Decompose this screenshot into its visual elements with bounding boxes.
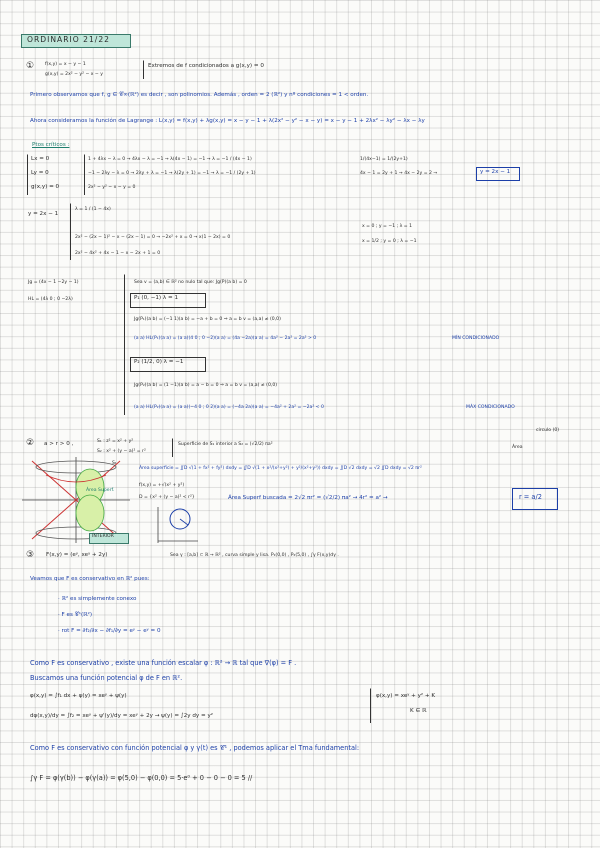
sketch-label-interior: INTERIOR [92, 534, 114, 539]
cone-sketch [20, 455, 132, 545]
problem-2-task: Superficie de S₁ interior a S₂ = (√2/2) πa² [178, 442, 273, 447]
equations-bracket [84, 154, 85, 195]
substitution-line-1: 2x² − (2x − 1)² − x − (2x − 1) = 0 → −2x² + x = 0 → x(1 − 2x) = 0 [75, 235, 231, 240]
problem-1-number: ① [26, 61, 34, 71]
constant-k: K ∈ ℝ [410, 708, 427, 714]
line-integral-result: ∫γ F = φ(γ(b)) − φ(γ(a)) = φ(5,0) − φ(0,0) = 5·e⁰ + 0 − 0 − 0 = 5 // [30, 774, 253, 782]
equation-solve: 4x − 1 = 2y + 1 → 4x − 2y = 2 → [360, 171, 438, 176]
potential-integral: φ(x,y) = ∫f₁ dx + ψ(y) = xeʸ + ψ(y) [30, 693, 127, 699]
system-bracket [27, 154, 28, 195]
condition-2: · F es 𝒞¹(ℝ²) [58, 612, 93, 618]
area-note: Área [512, 445, 523, 450]
potential-search-text: Buscamos una función potencial φ de F en ℝ². [30, 674, 183, 682]
point-2-label: P₂ (1/2, 0) λ = −1 [134, 359, 184, 365]
point-1-result: MÍN CONDICIONADO [452, 336, 500, 341]
substitution-bracket [70, 203, 71, 260]
point-2-jacobian: Jg(P₂)(a b) = (1 −1)(a b) = a − b = 0 ⇒ a = b v = (a,a) ≠ (0,0) [134, 383, 278, 388]
system-g: g(x,y) = 0 [31, 184, 60, 190]
sketch-label-area: Área Superf. [86, 488, 115, 493]
hessian-l: HL = (4λ 0 ; 0 −2λ) [28, 297, 73, 302]
circle-note: círculo (0) [536, 428, 560, 433]
equation-1: 1 + 4λx − λ = 0 → 4λx − λ = −1 → λ(4x − 1) = −1 → λ = −1 / (4x − 1) [88, 157, 252, 162]
point-1-hessian: (a a) HL(P₁)(a a) = (a a)(4 0 ; 0 −2)(a a) = (4a −2a)(a a) = 4a² − 2a² = 2a² > 0 [134, 336, 317, 341]
condition-1: · ℝ² es simplemente conexo [58, 596, 137, 602]
surface-area-formula: Área superficie = ∬D √(1 + fx² + fy²) dxdy = ∬D √(1 + x²/(x²+y²) + y²/(x²+y²)) dxdy = ∬D √2 dxdy = √2 ∬D dxdy = √2 πr² [139, 466, 422, 471]
problem-3-number: ③ [26, 550, 34, 560]
area-equation: Área Superf buscada = 2√2 πr² = (√2/2) πa² → 4r² = a² → [228, 495, 388, 501]
substitution-y: y = 2x − 1 [28, 211, 59, 217]
tangent-condition: Sea v = (a,b) ∈ ℝ² no nulo tal que: Jg(P)(a b) = 0 [134, 280, 247, 285]
domain-definition: D = {x² + (y − a)² < r²} [139, 495, 195, 500]
problem-2-condition: a > r > 0 , [44, 441, 74, 447]
fundamental-theorem-text: Como F es conservativo con función potencial φ y γ(t) es 𝒞¹ , podemos aplicar el Tma fundamental: [30, 744, 360, 752]
point-2-hessian: (a a) HL(P₂)(a a) = (a a)(−4 0 ; 0 2)(a a) = (−4a 2a)(a a) = −4a² + 2a² = −2a² < 0 [134, 405, 324, 410]
surface-s1: S₁ : z² = x² + y² [97, 439, 134, 444]
solution-1: x = 0 ; y = −1 ; λ = 1 [362, 224, 413, 229]
potential-result: φ(x,y) = xeʸ + y² + K [376, 693, 436, 699]
problem-2-bracket [172, 438, 173, 457]
observation-line: Primero observamos que f, g ∈ 𝒞∞(ℝ²) es decir , son polinomios. Además , orden = 2 (ℝ²) y nº condiciones = 1 < orden. [30, 92, 369, 98]
g-definition: g(x,y) = 2x² − y² − x − y [45, 72, 103, 77]
condition-3: · rot F = ∂f₂/∂x − ∂f₁/∂y = eʸ − eʸ = 0 [58, 628, 161, 634]
solution-2: x = 1/2 ; y = 0 ; λ = −1 [362, 239, 417, 244]
conservative-intro: Veamos que F es conservativo en ℝ² pues: [30, 576, 150, 582]
radius-result: r = a/2 [519, 493, 542, 501]
critical-points-title: Ptos críticos : [32, 142, 70, 148]
substitution-line-2: 2x² − 4x² + 4x − 1 − x − 2x + 1 = 0 [75, 251, 161, 256]
vector-field: F(x,y) = (eʸ, xeʸ + 2y) [46, 552, 108, 558]
sketch-label-s1: S₁ [112, 461, 117, 466]
system-lx: Lx = 0 [31, 156, 50, 162]
equation-3: 2x² − y² − x − y = 0 [88, 185, 136, 190]
analysis-bracket [124, 274, 125, 415]
equation-fraction: 1/(4x−1) = 1/(2y+1) [360, 157, 408, 162]
problem-1-task: Extremos de f condicionados a g(x,y) = 0 [148, 63, 264, 69]
function-definition: f(x,y) = +√(x² + y²) [139, 483, 185, 488]
point-1-jacobian: Jg(P₁)(a b) = (−1 1)(a b) = −a + b = 0 ⇒ a = b v = (a,a) ≠ (0,0) [134, 317, 281, 322]
task-bracket [143, 60, 144, 79]
substitution-lambda: λ = 1 / (1 − 4x) [75, 207, 111, 212]
potential-derivative: dφ(x,y)/dy = ∫f₂ = xeʸ + ψ'(y)/dy = xeʸ + 2y → ψ(y) = ∫2y dy = y² [30, 713, 214, 719]
problem-2-number: ② [26, 438, 34, 448]
equation-2: −1 − 2λy − λ = 0 → 2λy + λ = −1 → λ(2y + 1) = −1 → λ = −1 / (2y + 1) [88, 171, 256, 176]
problem-3-task: Sea γ : [a,b] ⊂ ℝ → ℝ² , curva simple y lisa. P₁(0,0) , P₂(5,0) , ∫γ F(x,y)dγ . [170, 553, 339, 558]
jacobian-g: Jg = (4x − 1 −2y − 1) [28, 280, 79, 285]
point-1-label: P₁ (0, −1) λ = 1 [134, 295, 179, 301]
line-result: y = 2x − 1 [480, 169, 511, 175]
surface-s2: S₂ : x² + (y − a)² = r² [97, 449, 146, 454]
potential-bracket [370, 688, 371, 723]
disk-sketch [150, 505, 200, 545]
f-definition: f(x,y) = x − y − 1 [45, 62, 86, 67]
system-ly: Ly = 0 [31, 170, 49, 176]
page-title: ORDINARIO 21/22 [27, 35, 111, 44]
lagrange-line: Ahora consideramos la función de Lagrange : L(x,y) = f(x,y) + λg(x,y) = x − y − 1 + λ(2x² − y² − x − y) = x − y − 1 + 2λx² − λy² − λx − λy [30, 118, 425, 124]
point-2-result: MÁX CONDICIONADO [466, 405, 515, 410]
potential-exists-text: Como F es conservativo , existe una función escalar φ : ℝ² → ℝ tal que ∇(φ) = F . [30, 659, 297, 667]
